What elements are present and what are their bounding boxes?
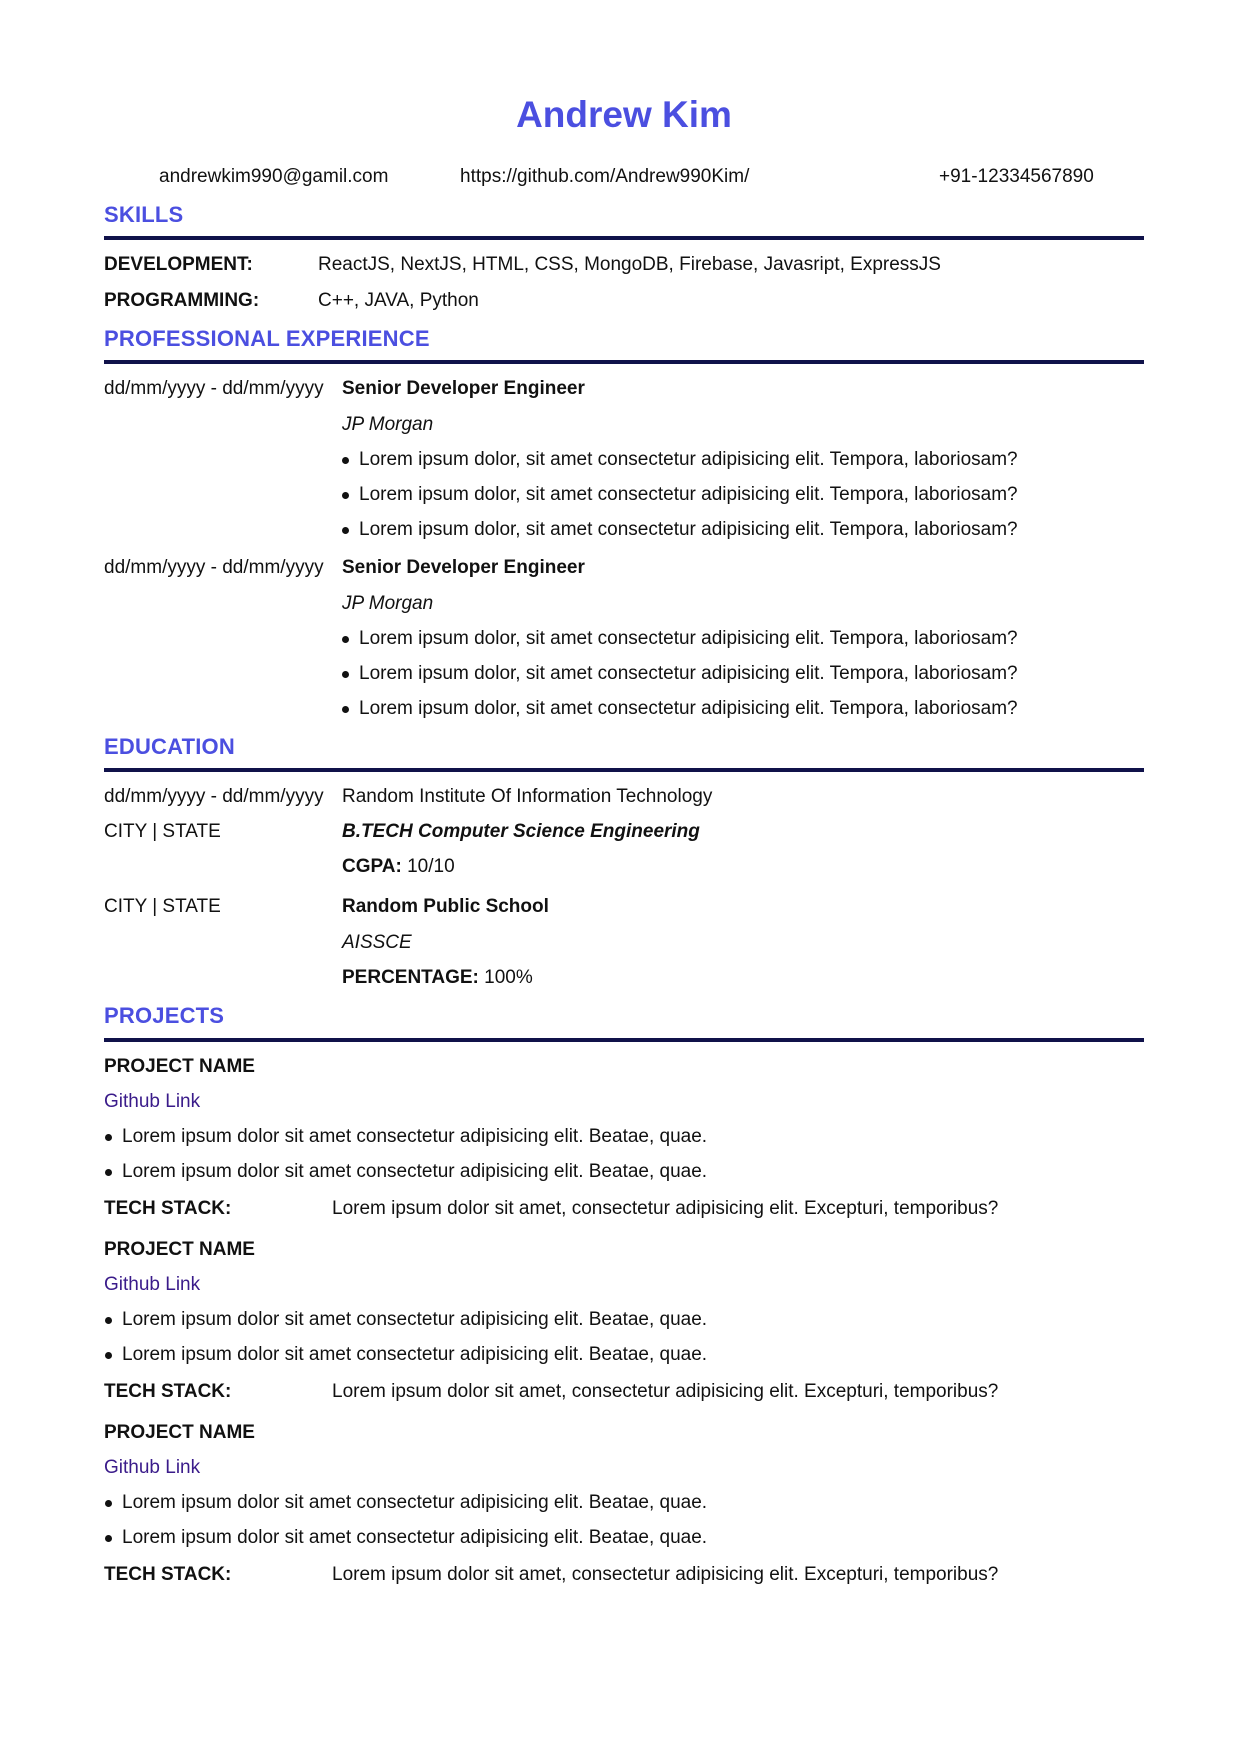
experience-divider: [104, 360, 1144, 364]
skills-value-development: ReactJS, NextJS, HTML, CSS, MongoDB, Firebase, Javasript, ExpressJS: [318, 254, 941, 275]
experience-bullet: Lorem ipsum dolor, sit amet consectetur adipisicing elit. Tempora, laboriosam?: [341, 448, 1018, 472]
project-bullet: Lorem ipsum dolor sit amet consectetur adipisicing elit. Beatae, quae.: [104, 1308, 707, 1332]
skills-label-programming: PROGRAMMING:: [104, 290, 260, 311]
projects-divider: [104, 1038, 1144, 1042]
education-school-score: [342, 966, 533, 990]
project-bullet: Lorem ipsum dolor sit amet consectetur adipisicing elit. Beatae, quae.: [104, 1491, 707, 1515]
project-github-link[interactable]: Github Link: [104, 1457, 201, 1478]
email-link[interactable]: andrewkim990@gamil.com: [159, 166, 389, 187]
project-name: PROJECT NAME: [104, 1056, 255, 1077]
skills-value-programming: C++, JAVA, Python: [318, 290, 479, 311]
education-college-score-value: 10/10: [407, 856, 455, 877]
experience-role: Senior Developer Engineer: [342, 378, 585, 399]
project-tech-stack-label: TECH STACK:: [104, 1381, 232, 1402]
experience-heading: PROFESSIONAL EXPERIENCE: [104, 326, 430, 351]
project-bullet: Lorem ipsum dolor sit amet consectetur adipisicing elit. Beatae, quae.: [104, 1125, 707, 1149]
project-bullet: Lorem ipsum dolor sit amet consectetur adipisicing elit. Beatae, quae.: [104, 1526, 707, 1550]
experience-company: JP Morgan: [342, 414, 434, 435]
education-college-location: CITY | STATE: [104, 821, 221, 842]
candidate-name: Andrew Kim: [516, 94, 732, 135]
education-school-score-label: PERCENTAGE:: [342, 967, 479, 988]
project-bullet: Lorem ipsum dolor sit amet consectetur adipisicing elit. Beatae, quae.: [104, 1343, 707, 1367]
education-school-board: AISSCE: [342, 932, 412, 953]
github-profile-link[interactable]: https://github.com/Andrew990Kim/: [460, 166, 750, 187]
project-tech-stack-value: Lorem ipsum dolor sit amet, consectetur adipisicing elit. Excepturi, temporibus?: [332, 1381, 999, 1402]
experience-bullet: Lorem ipsum dolor, sit amet consectetur adipisicing elit. Tempora, laboriosam?: [341, 518, 1018, 542]
experience-dates: dd/mm/yyyy - dd/mm/yyyy: [104, 557, 324, 578]
experience-dates: dd/mm/yyyy - dd/mm/yyyy: [104, 378, 324, 399]
project-tech-stack-value: Lorem ipsum dolor sit amet, consectetur adipisicing elit. Excepturi, temporibus?: [332, 1564, 999, 1585]
experience-role: Senior Developer Engineer: [342, 557, 585, 578]
skills-divider: [104, 236, 1144, 240]
education-divider: [104, 768, 1144, 772]
education-heading: EDUCATION: [104, 734, 235, 759]
education-college-institute: Random Institute Of Information Technology: [342, 786, 713, 807]
education-college-score-label: CGPA:: [342, 856, 402, 877]
experience-bullet: Lorem ipsum dolor, sit amet consectetur adipisicing elit. Tempora, laboriosam?: [341, 627, 1018, 651]
experience-bullet: Lorem ipsum dolor, sit amet consectetur adipisicing elit. Tempora, laboriosam?: [341, 483, 1018, 507]
project-github-link[interactable]: Github Link: [104, 1274, 201, 1295]
projects-heading: PROJECTS: [104, 1003, 225, 1028]
project-name: PROJECT NAME: [104, 1422, 255, 1443]
skills-label-development: DEVELOPMENT:: [104, 254, 253, 275]
education-school-score-value: 100%: [484, 967, 533, 988]
experience-bullet: Lorem ipsum dolor, sit amet consectetur adipisicing elit. Tempora, laboriosam?: [341, 697, 1018, 721]
education-college-dates: dd/mm/yyyy - dd/mm/yyyy: [104, 786, 324, 807]
phone-number: +91-12334567890: [939, 166, 1094, 187]
education-college-degree: B.TECH Computer Science Engineering: [342, 821, 700, 842]
education-college-score: [342, 855, 455, 879]
project-github-link[interactable]: Github Link: [104, 1091, 201, 1112]
project-bullet: Lorem ipsum dolor sit amet consectetur adipisicing elit. Beatae, quae.: [104, 1160, 707, 1184]
project-tech-stack-label: TECH STACK:: [104, 1198, 232, 1219]
project-tech-stack-label: TECH STACK:: [104, 1564, 232, 1585]
experience-company: JP Morgan: [342, 593, 434, 614]
skills-heading: SKILLS: [104, 202, 184, 227]
experience-bullet: Lorem ipsum dolor, sit amet consectetur adipisicing elit. Tempora, laboriosam?: [341, 662, 1018, 686]
project-name: PROJECT NAME: [104, 1239, 255, 1260]
education-school-name: Random Public School: [342, 896, 549, 917]
education-school-location: CITY | STATE: [104, 896, 221, 917]
project-tech-stack-value: Lorem ipsum dolor sit amet, consectetur adipisicing elit. Excepturi, temporibus?: [332, 1198, 999, 1219]
